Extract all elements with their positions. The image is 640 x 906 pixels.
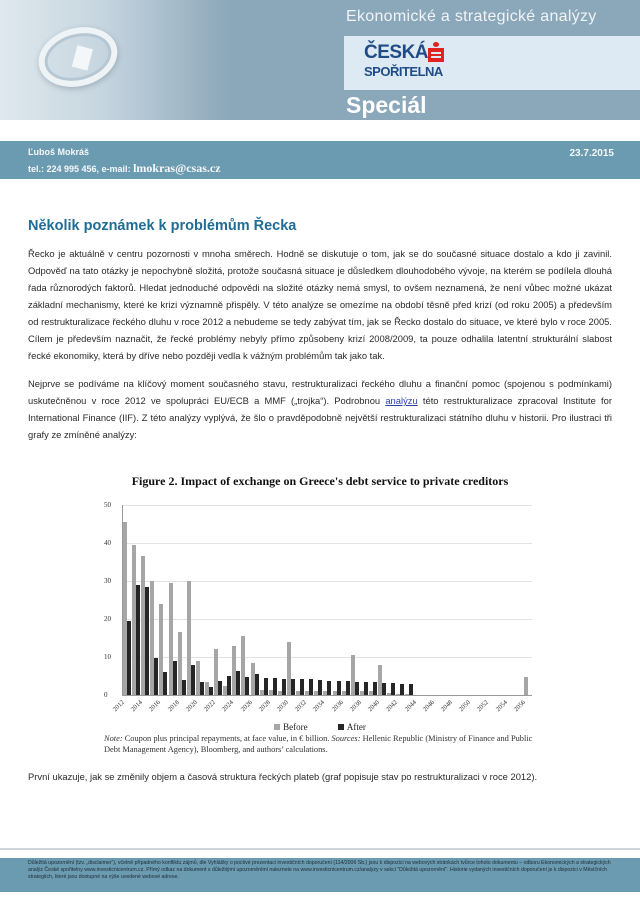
legend-swatch-before — [274, 724, 280, 730]
paragraph-intro: Řecko je aktuálně v centru pozornosti v mnoha směrech. Hodně se diskutuje o tom, jak se do současné situace dostalo a kdo ji zavinil. Odpověď na tato otázky je nepochybně složitá, protože současná situace je důsledkem dlouhodobého vývoje, na kterém se podílela dlouhá řada různorodých faktorů. Hledat jednoduché odpovědi na složité otázky nemá smysl, to ovšem neznamená, že není vůbec možné ukázat základní mechanismy, které ke krizi významně přispěly. V této analýze se omezíme na období těsně před krizí (od roku 2005) a především od restrukturalizace řeckého dluhu v roce 2012 a nebudeme se tedy zabývat tím, jak se Řecko dostalo do situace, ve které bylo v roce 2005. Cílem je především naznačit, že řecké problémy nebyly přímo způsobeny krizí 2008/2009, ta pouze odhalila latentní strukturální slabost řecké ekonomiky, která by dříve nebo později vedla k vážným problémům tak jako tak. — [28, 248, 612, 361]
x-tick-label: 2026 — [239, 699, 254, 714]
bar-chart — [100, 501, 540, 714]
paragraph-text: této restrukturalizace zpracoval Institute for International Finance (IIF). Z této analýzy vyplývá, že šlo o pravděpodobně největší restrukturalizaci státního dluhu v historii. Pro ilustraci tři grafy ze zmíněné analýzy: — [28, 395, 612, 440]
note-text: Coupon plus principal repayments, at face value, in € billion. — [122, 734, 332, 743]
logo-text-line1: ČESKÁ — [364, 42, 429, 63]
y-tick-label: 40 — [104, 539, 111, 547]
source-text: Hellenic Republic (Ministry of Finance and Public Debt Management Agency), Bloomberg, and authors’ calculations. — [104, 734, 533, 754]
series-title: Ekonomické a strategické analýzy — [346, 8, 597, 25]
x-tick-label: 2036 — [330, 699, 345, 714]
y-tick-label: 10 — [104, 653, 111, 661]
bar-after-2035 — [337, 681, 341, 695]
x-tick-label: 2054 — [494, 699, 509, 714]
bar-after-2019 — [191, 665, 195, 695]
bar-after-2020 — [200, 682, 204, 695]
x-tick-label: 2038 — [348, 699, 363, 714]
author-email-link[interactable]: lmokras@csas.cz — [133, 161, 221, 175]
bar-after-2036 — [346, 681, 350, 695]
x-tick-label: 2020 — [184, 699, 199, 714]
bar-after-2014 — [145, 587, 149, 695]
legend-label: Before — [283, 722, 308, 732]
bar-after-2025 — [245, 677, 249, 695]
paragraph-restructuring — [28, 375, 612, 443]
bar-after-2037 — [355, 682, 359, 695]
bar-after-2028 — [273, 678, 277, 695]
x-tick-label: 2050 — [458, 699, 473, 714]
bar-after-2013 — [136, 585, 140, 695]
bar-after-2040 — [382, 683, 386, 695]
compass-icon — [32, 19, 124, 96]
legend-swatch-after — [338, 724, 344, 730]
chart-note — [104, 733, 540, 755]
x-tick-label: 2030 — [275, 699, 290, 714]
bar-after-2043 — [409, 684, 413, 695]
publication-type: Speciál — [346, 92, 427, 118]
publication-date: 23.7.2015 — [569, 148, 614, 159]
disclaimer-text: Důležitá upozornění (tzv. „disclaimer“), včetně případného konfliktu zájmů, dle Vyhlášky o poctivé prezentaci investičních doporučení (114/2006 Sb.) jsou k dispozici na webových stránkách tvůrce tohoto dokumentu – odboru Ekonomických a strategických analýz České spořitelny www.investicnicentrum.cz. Přímý odkaz na dokument s důležitými upozorněními naleznete na www.investicnicentrum.cz/analyzy v sekci "Důležitá upozornění". Historie vydaných investičních doporučení je k dispozici v Měsíčních strategiích, které jsou dostupné na výše uvedené webové adrese. — [28, 860, 611, 880]
y-tick-label: 20 — [104, 615, 111, 623]
gridline — [122, 581, 532, 582]
sporitelna-s-logo-icon — [428, 42, 444, 62]
footer-divider — [0, 848, 640, 850]
bar-after-2039 — [373, 682, 377, 695]
report-header — [0, 0, 640, 120]
bar-after-2032 — [309, 679, 313, 695]
note-label: Note: — [104, 734, 123, 743]
y-tick-label: 0 — [104, 691, 108, 699]
bar-after-2015 — [154, 658, 158, 695]
x-tick-label: 2016 — [148, 699, 163, 714]
legend-after — [338, 722, 366, 732]
x-tick-label: 2018 — [166, 699, 181, 714]
author-contact — [28, 161, 221, 176]
x-tick-label: 2024 — [221, 699, 236, 714]
x-tick-label: 2034 — [312, 699, 327, 714]
phone-label: tel.: 224 995 456, e-mail: — [28, 164, 134, 174]
x-axis — [122, 695, 532, 696]
bar-after-2023 — [227, 676, 231, 695]
chart-legend — [100, 722, 540, 732]
paragraph-after-figure: První ukazuje, jak se změnily objem a časová struktura řeckých plateb (graf popisuje stav po restrukturalizaci v roce 2012). — [28, 771, 538, 782]
x-tick-label: 2022 — [202, 699, 218, 714]
figure-2 — [100, 470, 540, 760]
y-tick-label: 50 — [104, 501, 111, 509]
bar-after-2027 — [264, 678, 268, 695]
compass-photo — [0, 0, 230, 120]
chart-title: Figure 2. Impact of exchange on Greece's debt service to private creditors — [131, 474, 509, 488]
analysis-link[interactable]: analýzu — [385, 395, 418, 406]
logo-text-line2: SPOŘITELNA — [364, 64, 443, 79]
bar-after-2024 — [236, 671, 240, 695]
x-tick-label: 2014 — [130, 699, 145, 714]
article-title: Několik poznámek k problémům Řecka — [28, 218, 297, 234]
bar-after-2022 — [218, 681, 222, 695]
disclaimer-footer — [0, 858, 640, 892]
x-tick-label: 2046 — [421, 699, 436, 714]
article-body — [28, 218, 612, 443]
bar-after-2018 — [182, 680, 186, 695]
x-tick-label: 2056 — [512, 699, 527, 714]
author-info-bar — [0, 141, 640, 179]
paragraph-text: Nejprve se podíváme na klíčový moment současného stavu, restrukturalizaci řeckého dluhu a finanční pomoc (spojenou s podmínkami) uskutečněnou v roce 2012 ve spolupráci EU/ECB a MMF („trojka“). Podrobnou — [28, 378, 612, 406]
gridline — [122, 657, 532, 658]
bar-after-2012 — [127, 621, 131, 695]
y-tick-label: 30 — [104, 577, 111, 585]
bar-after-2016 — [163, 672, 167, 695]
bar-after-2033 — [318, 680, 322, 695]
bar-after-2017 — [173, 661, 177, 695]
bar-after-2038 — [364, 682, 368, 695]
bank-logo — [344, 36, 640, 90]
x-tick-label: 2044 — [403, 699, 418, 714]
bar-after-2034 — [327, 681, 331, 695]
x-tick-label: 2048 — [439, 699, 454, 714]
legend-label: After — [346, 722, 366, 732]
bar-after-2030 — [291, 679, 295, 695]
x-tick-label: 2052 — [476, 699, 491, 714]
bar-after-2041 — [391, 683, 395, 695]
bar-before-2056 — [524, 677, 528, 695]
author-name: Ľuboš Mokráš — [28, 147, 90, 157]
gridline — [122, 543, 532, 544]
source-label: Sources: — [331, 734, 361, 743]
bar-after-2021 — [209, 687, 213, 695]
gridline — [122, 505, 532, 506]
x-tick-label: 2042 — [385, 699, 400, 714]
bar-after-2026 — [255, 674, 259, 695]
legend-before — [274, 722, 308, 732]
bar-after-2031 — [300, 679, 304, 695]
gridline — [122, 619, 532, 620]
x-tick-label: 2028 — [257, 699, 272, 714]
bar-after-2029 — [282, 679, 286, 695]
x-tick-label: 2040 — [366, 699, 382, 714]
x-tick-label: 2012 — [111, 699, 126, 714]
bar-after-2042 — [400, 684, 404, 695]
x-tick-label: 2032 — [294, 699, 309, 714]
